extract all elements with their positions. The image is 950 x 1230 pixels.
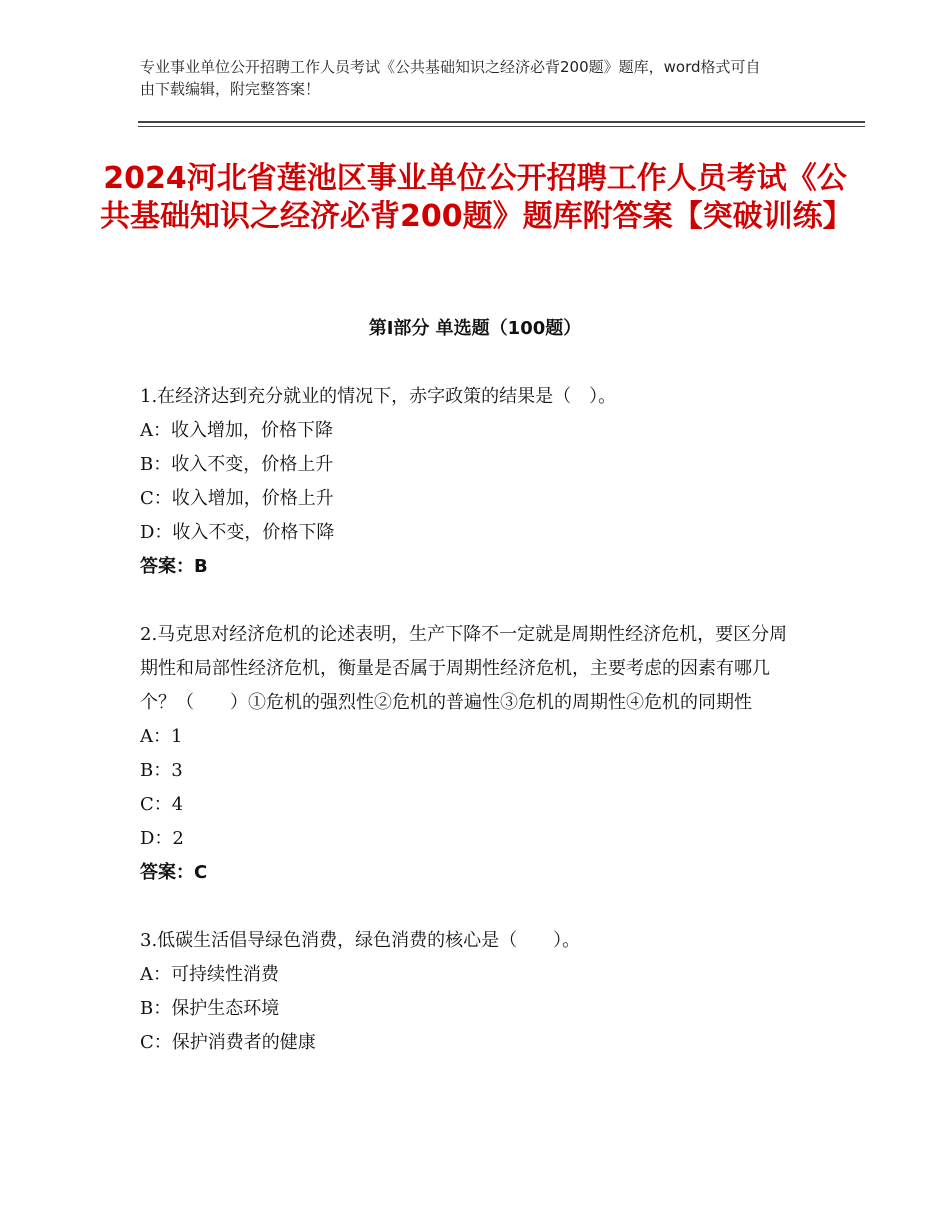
- option-d: D：2: [140, 828, 184, 849]
- answer-label: 答案：B: [140, 556, 208, 577]
- option-b: B：保护生态环境: [140, 998, 280, 1019]
- answer-label: 答案：C: [140, 862, 208, 883]
- question-2: [140, 618, 800, 890]
- header-rule-thick: [138, 121, 865, 123]
- header-rule-thin: [138, 126, 865, 127]
- option-b: B：3: [140, 760, 183, 781]
- question-3: [140, 924, 800, 1060]
- option-a: A：可持续性消费: [140, 964, 279, 985]
- option-a: A：1: [140, 726, 183, 747]
- question-stem: 1.在经济达到充分就业的情况下，赤字政策的结果是（ ）。: [140, 386, 617, 407]
- question-stem: 3.低碳生活倡导绿色消费，绿色消费的核心是（ ）。: [140, 930, 581, 951]
- document-title: 2024河北省莲池区事业单位公开招聘工作人员考试《公共基础知识之经济必背200题》题库附答案【突破训练】: [100, 161, 853, 234]
- question-stem: 2.马克思对经济危机的论述表明，生产下降不一定就是周期性经济危机，要区分周期性和局部性经济危机，衡量是否属于周期性经济危机，主要考虑的因素有哪几个？（ ）①危机的强烈性②危机的普遍性③危机的周期性④危机的同期性: [140, 624, 788, 713]
- question-list: [140, 380, 800, 1094]
- question-1: [140, 380, 800, 584]
- option-c: C：保护消费者的健康: [140, 1032, 316, 1053]
- section-title: 第I部分 单选题（100题）: [368, 318, 582, 339]
- header-note: 专业事业单位公开招聘工作人员考试《公共基础知识之经济必背200题》题库，word格式可自由下载编辑，附完整答案！: [140, 58, 761, 98]
- option-b: B：收入不变，价格上升: [140, 454, 334, 475]
- option-a: A：收入增加，价格下降: [140, 420, 333, 441]
- option-c: C：4: [140, 794, 184, 815]
- option-d: D：收入不变，价格下降: [140, 522, 335, 543]
- option-c: C：收入增加，价格上升: [140, 488, 334, 509]
